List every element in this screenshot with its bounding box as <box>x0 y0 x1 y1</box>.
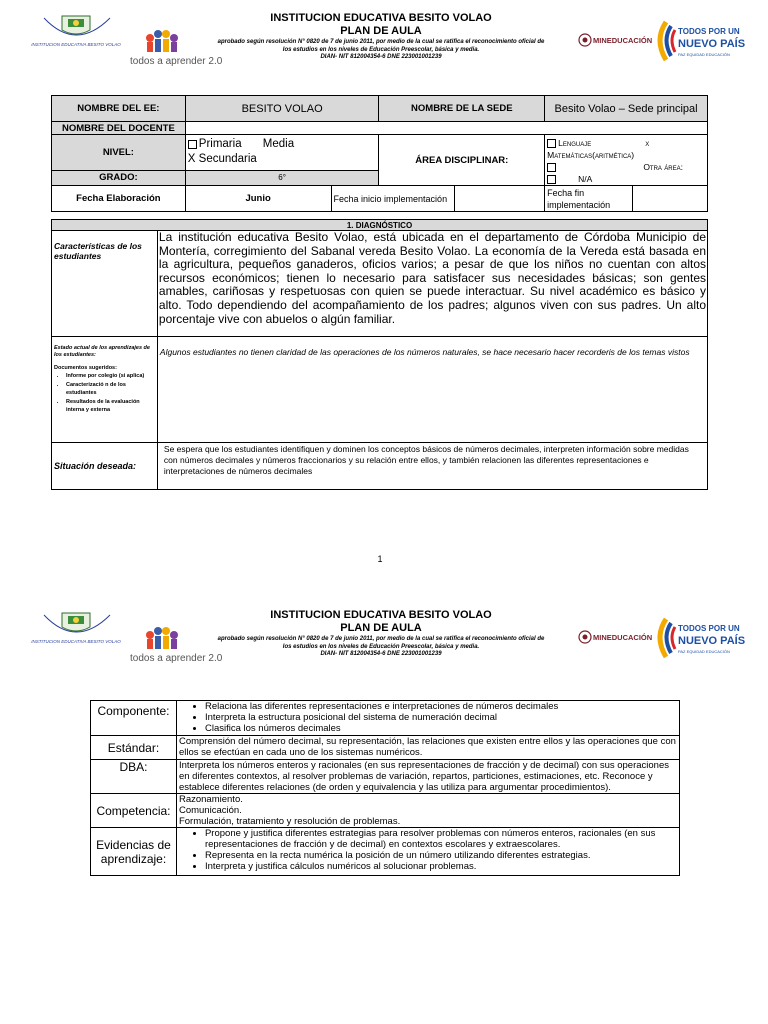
nivel-options <box>185 135 379 171</box>
situacion-text: Se espera que los estudiantes identifiquen y dominen los conceptos básicos de números decimales, interpreten información sobre medidas con números decimales y números fraccionarios y su relación entre ellos, y también relacionen las diferentes representaciones e interpretaciones de números decimales <box>157 443 707 490</box>
nivel-primaria-row <box>188 137 377 152</box>
plan-title: PLAN DE AULA <box>340 25 422 37</box>
school-title: INSTITUCION EDUCATIVA BESITO VOLAO <box>270 12 492 24</box>
nivel-secundaria: X Secundaria <box>187 153 257 166</box>
dba-text: Interpreta los números enteros y racionales (en sus representaciones de fracción y de decimal) con sus operaciones en diferentes contextos, al resolver problemas de variación, repartos, particiones, estimaciones, etc. Reconoce y establece diferentes relaciones (de orden y equivalencia y las utiliza para argumentar procedimientos). <box>176 760 679 794</box>
componente-item: • Relaciona las diferentes representaciones e interpretaciones de números decimales <box>205 701 677 712</box>
estado-text: Algunos estudiantes no tienen claridad de las operaciones de los números naturales, se hace necesario hacer recorderis de los temas vistos <box>157 337 707 443</box>
school-logo <box>31 609 121 649</box>
mineducacion-logo <box>578 32 653 48</box>
docente-label: NOMBRE DEL DOCENTE <box>52 122 186 135</box>
primaria-checkbox[interactable] <box>188 140 197 149</box>
resolution-line-3: DIAN- NIT 812004354-6 DNE 223001001239 <box>320 54 442 60</box>
fin-value[interactable] <box>633 186 708 212</box>
svg-text:todos a aprender 2.0: todos a aprender 2.0 <box>130 653 223 664</box>
evidencia-item: • Representa en la recta numérica la posición de un número utilizando diferentes estrategias. <box>205 850 677 861</box>
resolution-line-3: DIAN- NIT 812004354-6 DNE 223001001239 <box>320 651 442 657</box>
estandar-label: Estándar: <box>91 736 177 760</box>
componente-item: • Interpreta la estructura posicional del sistema de numeración decimal <box>205 712 677 723</box>
documento-item: • Informe por colegio (si aplica) <box>66 372 155 381</box>
sede-label: NOMBRE DE LA SEDE <box>379 96 545 122</box>
competencia-label: Competencia: <box>91 794 177 828</box>
svg-text:NUEVO PAÍS: NUEVO PAÍS <box>678 635 746 647</box>
todos-a-aprender-logo <box>128 621 223 665</box>
caracteristicas-text: La institución educativa Besito Volao, está ubicada en el departamento de Córdoba Municipio de Montería, corregimiento del Sabanal vereda Besito Volao. La economía de la Vereda está basada en la agricultura, pequeños ganaderos, oficios varios; a pesar de que los niños no cuentan con altos recursos económicos; tienen lo necesario para satisfacer sus necesidades básicas; son gentes amables, cariñosas y respetuosas con quien se puede interactuar. Su nivel académico es básico y alto. Todo dependiendo del acompañamiento de los padres; algunos viven con sus padres. Un alto porcentaje vive con abuelos o algún familiar. <box>157 231 707 337</box>
componente-list <box>179 701 677 734</box>
evidencias-cell <box>176 828 679 876</box>
header-text <box>200 12 562 62</box>
area-label: ÁREA DISCIPLINAR: <box>379 135 545 186</box>
school-logo <box>31 12 121 52</box>
header-text <box>200 609 562 659</box>
componente-item: • Clasifica los números decimales <box>205 723 677 734</box>
svg-text:MINEDUCACIÓN: MINEDUCACIÓN <box>593 633 653 642</box>
documento-item: • Resultados de la evaluación interna y externa <box>66 398 155 415</box>
svg-text:NUEVO PAÍS: NUEVO PAÍS <box>678 38 746 50</box>
svg-text:PAZ EQUIDAD EDUCACIÓN: PAZ EQUIDAD EDUCACIÓN <box>678 52 730 57</box>
estado-cell <box>52 337 158 443</box>
svg-text:PAZ EQUIDAD EDUCACIÓN: PAZ EQUIDAD EDUCACIÓN <box>678 649 730 654</box>
area-row-1 <box>547 137 705 161</box>
area-options <box>545 135 708 186</box>
estandar-text: Comprensión del número decimal, su representación, las relaciones que existen entre ellos y las operaciones que con ellos se efectúan en cada uno de los sistemas numéricos. <box>176 736 679 760</box>
documentos-list <box>54 372 155 415</box>
area-matematicas: x Matemáticas(aritmética) <box>547 138 650 160</box>
caracteristicas-label: Características de los estudiantes <box>52 231 158 337</box>
inicio-label: Fecha inicio implementación <box>331 186 455 212</box>
resolution-line-2: los estudios en los niveles de Educación Preescolar, básica y media. <box>282 46 480 53</box>
svg-text:TODOS POR UN: TODOS POR UN <box>678 624 740 633</box>
fecha-label: Fecha Elaboración <box>52 186 186 212</box>
area-row-3 <box>547 173 705 185</box>
evidencia-item: • Propone y justifica diferentes estrategias para resolver problemas con números enteros, racionales (en sus representaciones de fracción y de decimal) en contextos escolares y extraescolares. <box>205 828 677 850</box>
area-lenguaje: Lenguaje <box>558 138 592 148</box>
todos-a-aprender-logo <box>128 24 223 68</box>
page-number: 1 <box>377 554 383 564</box>
area-checkbox-3[interactable] <box>547 175 556 184</box>
componente-cell <box>176 701 679 736</box>
competencia-item: Comunicación. <box>178 805 242 816</box>
diagnostico-table <box>51 219 708 490</box>
nombre-ee-label: NOMBRE DEL EE: <box>52 96 186 122</box>
evidencias-label: Evidencias de aprendizaje: <box>91 828 177 876</box>
area-row-2 <box>547 161 705 173</box>
svg-text:todos a aprender 2.0: todos a aprender 2.0 <box>130 56 223 67</box>
dba-label: DBA: <box>91 760 177 794</box>
svg-text:MINEDUCACIÓN: MINEDUCACIÓN <box>593 36 653 45</box>
grado-label: GRADO: <box>52 170 186 185</box>
sede-value: Besito Volao – Sede principal <box>545 96 708 122</box>
svg-text:INSTITUCION EDUCATIVA BESITO V: INSTITUCION EDUCATIVA BESITO VOLAO <box>31 42 121 47</box>
grado-value: 6° <box>185 170 379 185</box>
lenguaje-checkbox[interactable] <box>547 139 556 148</box>
resolution-line-1: aprobado según resolución N° 0820 de 7 de junio 2011, por medio de la cual se ratifica el reconocimiento oficial de <box>217 636 545 642</box>
nivel-primaria: Primaria <box>198 138 242 151</box>
documentos-label: Documentos sugeridos: <box>54 365 117 371</box>
svg-text:TODOS POR UN: TODOS POR UN <box>678 27 740 36</box>
plan-title: PLAN DE AULA <box>340 622 422 634</box>
docente-value[interactable] <box>185 122 707 135</box>
situacion-label: Situación deseada: <box>52 443 158 490</box>
resolution-line-2: los estudios en los niveles de Educación Preescolar, básica y media. <box>282 643 480 650</box>
componente-label: Componente: <box>91 701 177 736</box>
page-header-2 <box>0 609 768 689</box>
nombre-ee-value: BESITO VOLAO <box>185 96 379 122</box>
mineducacion-logo <box>578 629 653 645</box>
evidencias-list <box>179 828 677 872</box>
diagnostico-title: 1. DIAGNÓSTICO <box>52 220 708 231</box>
todos-por-un-nuevo-pais-logo <box>652 16 746 66</box>
plan-table <box>90 700 680 876</box>
area-otra: Otra área: <box>643 162 683 172</box>
svg-text:INSTITUCION EDUCATIVA BESITO V: INSTITUCION EDUCATIVA BESITO VOLAO <box>31 639 121 644</box>
nivel-media: Media <box>262 138 295 151</box>
todos-por-un-nuevo-pais-logo <box>652 613 746 663</box>
inicio-value[interactable] <box>455 186 545 212</box>
info-table <box>51 95 708 212</box>
area-na: N/A <box>578 174 593 184</box>
estado-label: Estado actual de los aprendizajes de los estudiantes: <box>54 345 150 358</box>
school-title: INSTITUCION EDUCATIVA BESITO VOLAO <box>270 609 492 621</box>
competencia-cell <box>176 794 679 828</box>
fecha-value: Junio <box>185 186 331 212</box>
nivel-label: NIVEL: <box>52 135 186 171</box>
fin-label: Fecha fin implementación <box>545 186 633 212</box>
competencia-item: Formulación, tratamiento y resolución de problemas. <box>178 816 401 827</box>
evidencia-item: • Interpreta y justifica cálculos numéricos al solucionar problemas. <box>205 861 677 872</box>
competencia-item: Razonamiento. <box>178 794 243 805</box>
resolution-line-1: aprobado según resolución N° 0820 de 7 de junio 2011, por medio de la cual se ratifica el reconocimiento oficial de <box>217 39 545 45</box>
area-checkbox-2[interactable] <box>547 163 556 172</box>
documento-item: • Caracterizació n de los estudiantes <box>66 381 155 398</box>
page-header-1 <box>0 12 768 92</box>
